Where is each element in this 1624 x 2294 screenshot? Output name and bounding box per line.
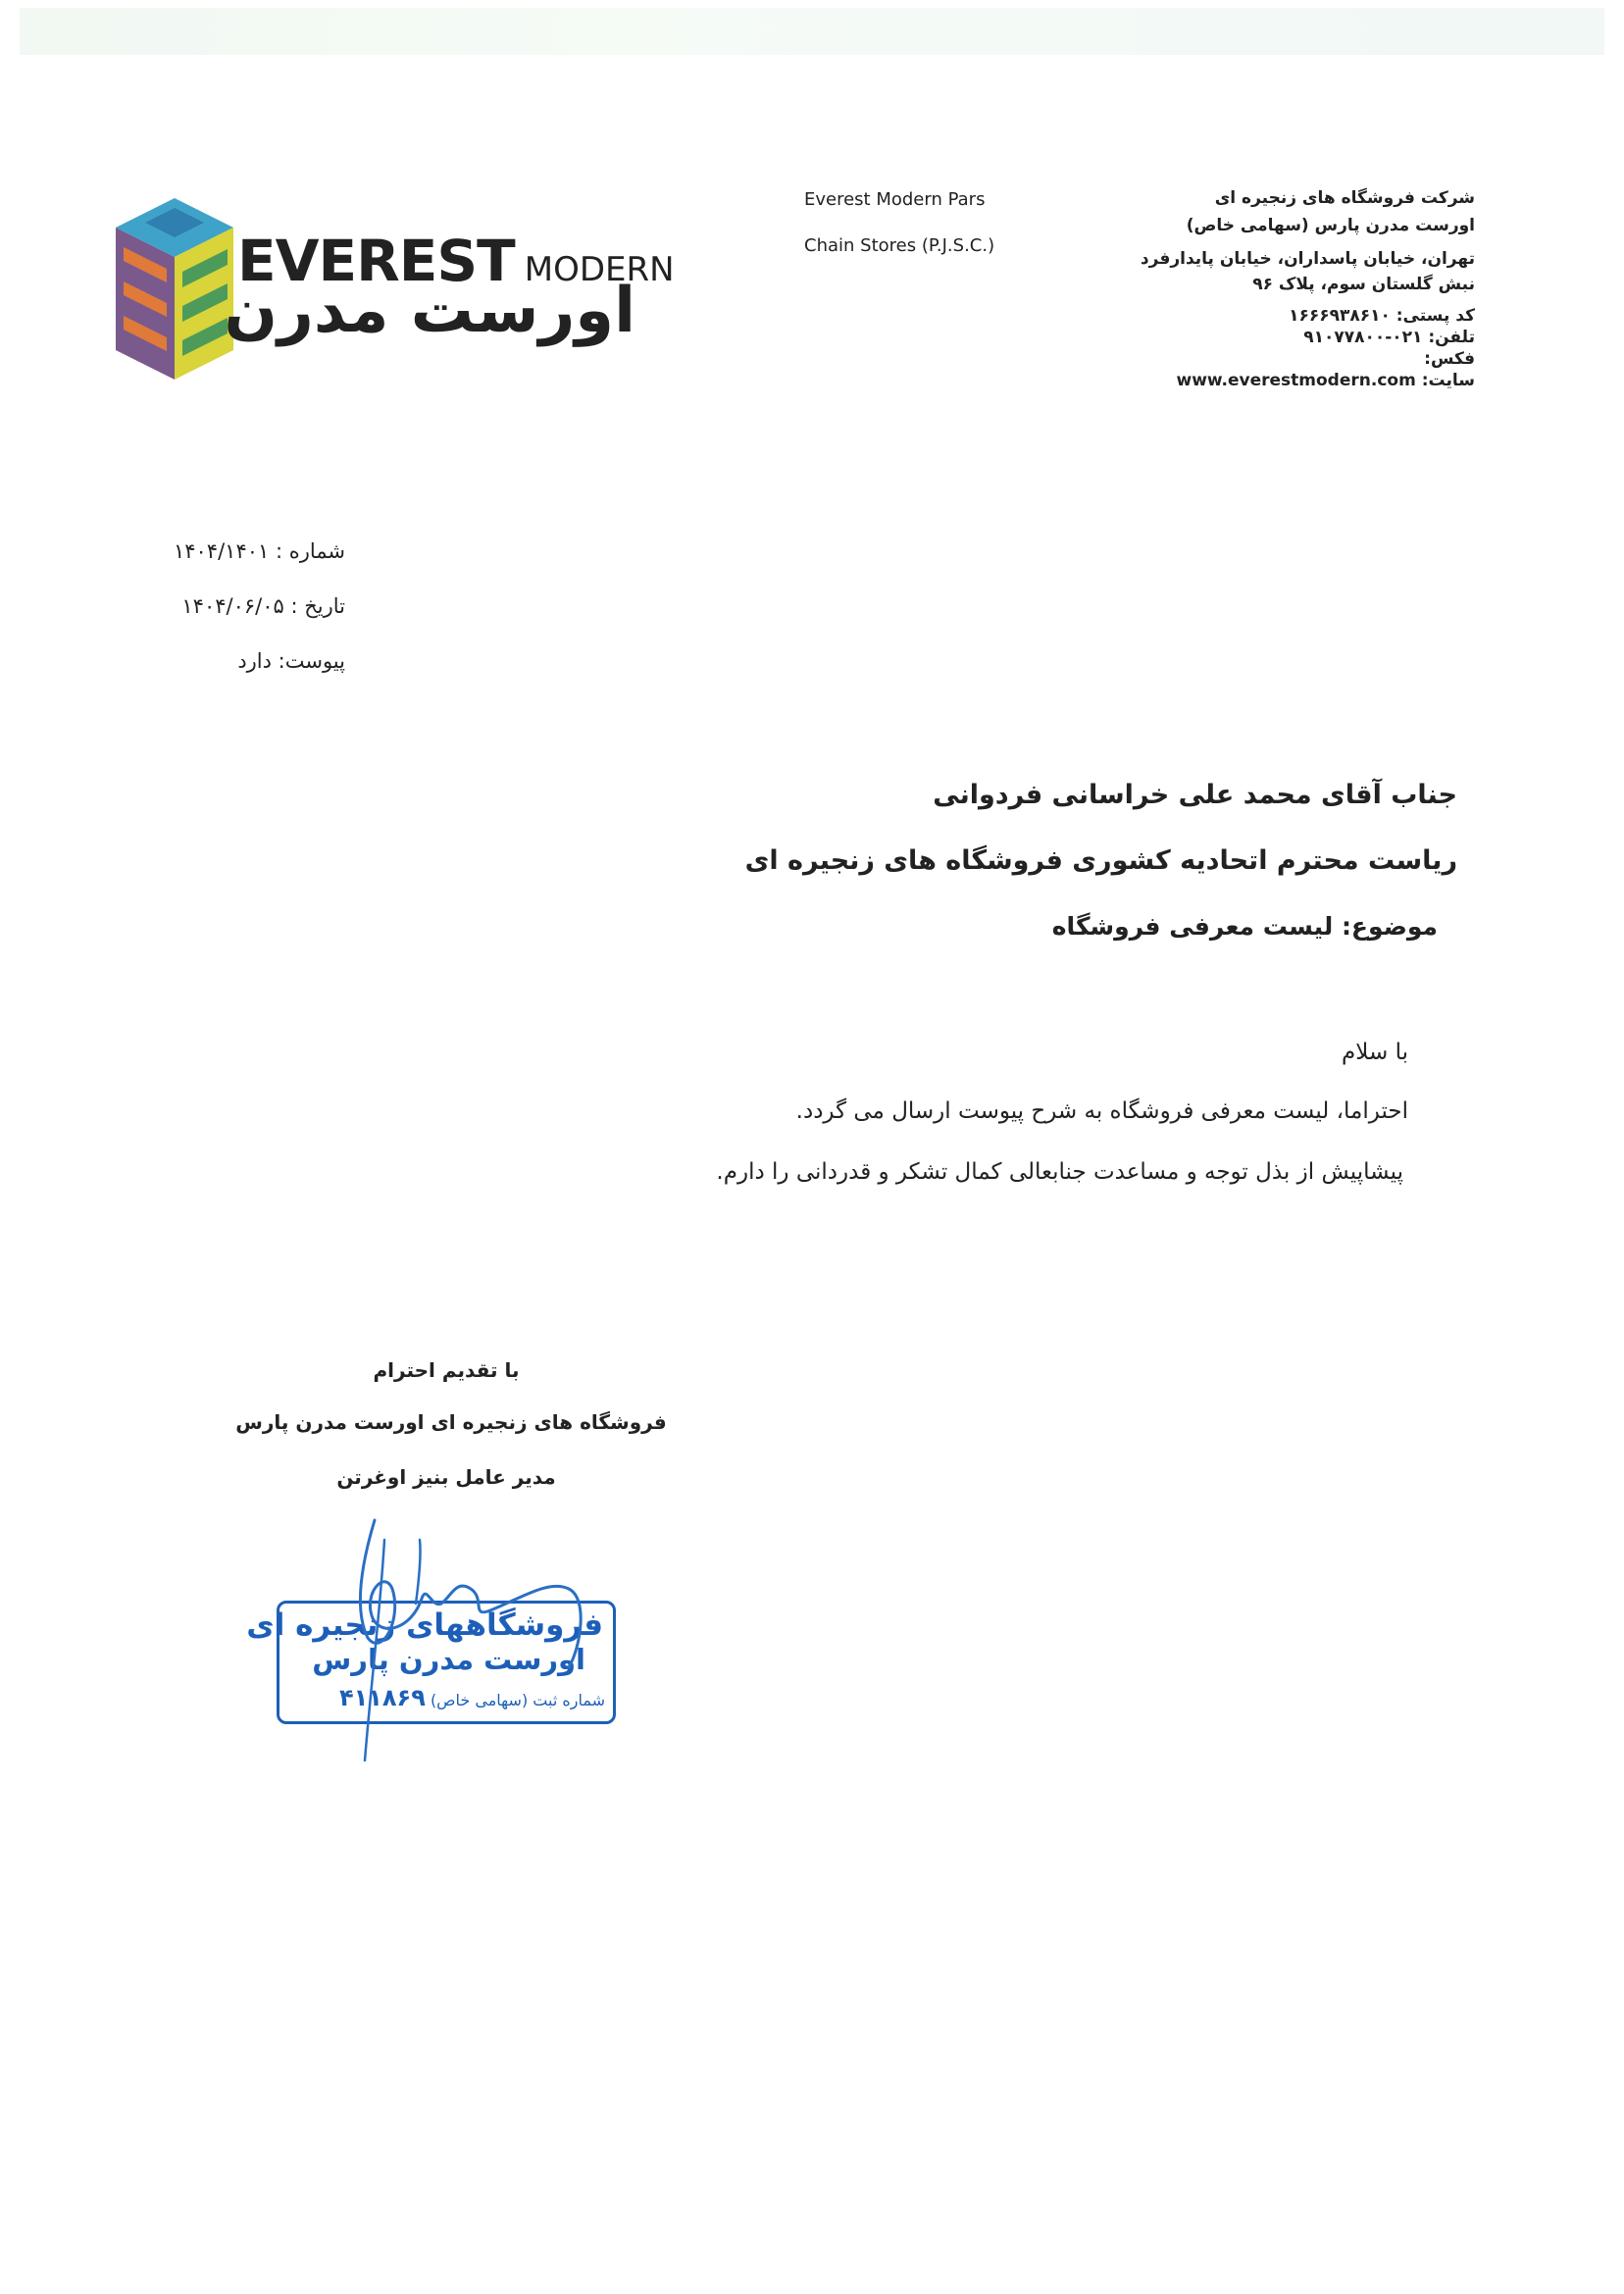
- recipient-position: ریاست محترم اتحادیه کشوری فروشگاه های زنجیره ای: [744, 845, 1457, 876]
- address-line-1: تهران، خیابان پاسداران، خیابان پایدارفرد: [1140, 249, 1475, 269]
- body-line-1: احتراما، لیست معرفی فروشگاه به شرح پیوست ارسال می گردد.: [795, 1098, 1408, 1124]
- handwritten-signature-icon: [324, 1501, 618, 1775]
- company-name-en-2: Chain Stores (P.J.S.C.): [804, 235, 995, 256]
- phone-number: تلفن: ۰۲۱-۹۱۰۷۷۸۰۰: [1303, 328, 1475, 347]
- stamp-line-2: اورست مدرن پارس: [312, 1643, 585, 1676]
- body-line-2: پیشاپیش از بذل توجه و مساعدت جنابعالی کمال تشکر و قدردانی را دارم.: [716, 1159, 1403, 1185]
- logo-text-en: EVEREST MODERN: [237, 228, 675, 294]
- recipient-name: جناب آقای محمد علی خراسانی فردوانی: [933, 780, 1457, 810]
- logo-text-fa: اورست مدرن: [224, 275, 635, 347]
- stamp-line-1: فروشگاههای زنجیره ای: [246, 1607, 603, 1643]
- letter-date: تاریخ : ۱۴۰۴/۰۶/۰۵: [181, 594, 345, 618]
- address-line-2: نبش گلستان سوم، پلاک ۹۶: [1252, 275, 1475, 294]
- letter-number: شماره : ۱۴۰۴/۱۴۰۱: [173, 539, 345, 563]
- stamp-registration: شماره ثبت (سهامی خاص) ۴۱۱۸۶۹: [338, 1684, 605, 1711]
- company-name-fa-1: شرکت فروشگاه های زنجیره ای: [1214, 188, 1475, 208]
- signature-role: مدیر عامل بنیز اوغرتن: [336, 1465, 556, 1489]
- closing-regards: با تقدیم احترام: [373, 1358, 520, 1382]
- letter-attachment: پیوست: دارد: [237, 649, 345, 673]
- website: سایت: www.everestmodern.com: [1176, 371, 1475, 390]
- fax-number: فکس:: [1424, 349, 1475, 369]
- signature-company: فروشگاه های زنجیره ای اورست مدرن پارس: [235, 1410, 667, 1434]
- greeting: با سلام: [1342, 1040, 1408, 1065]
- postal-code: کد پستی: ۱۶۶۶۹۳۸۶۱۰: [1289, 306, 1475, 326]
- letter-subject: موضوع: لیست معرفی فروشگاه: [1051, 912, 1438, 941]
- company-name-fa-2: اورست مدرن پارس (سهامی خاص): [1186, 216, 1475, 235]
- scan-top-band: [20, 8, 1604, 55]
- company-name-en-1: Everest Modern Pars: [804, 189, 986, 210]
